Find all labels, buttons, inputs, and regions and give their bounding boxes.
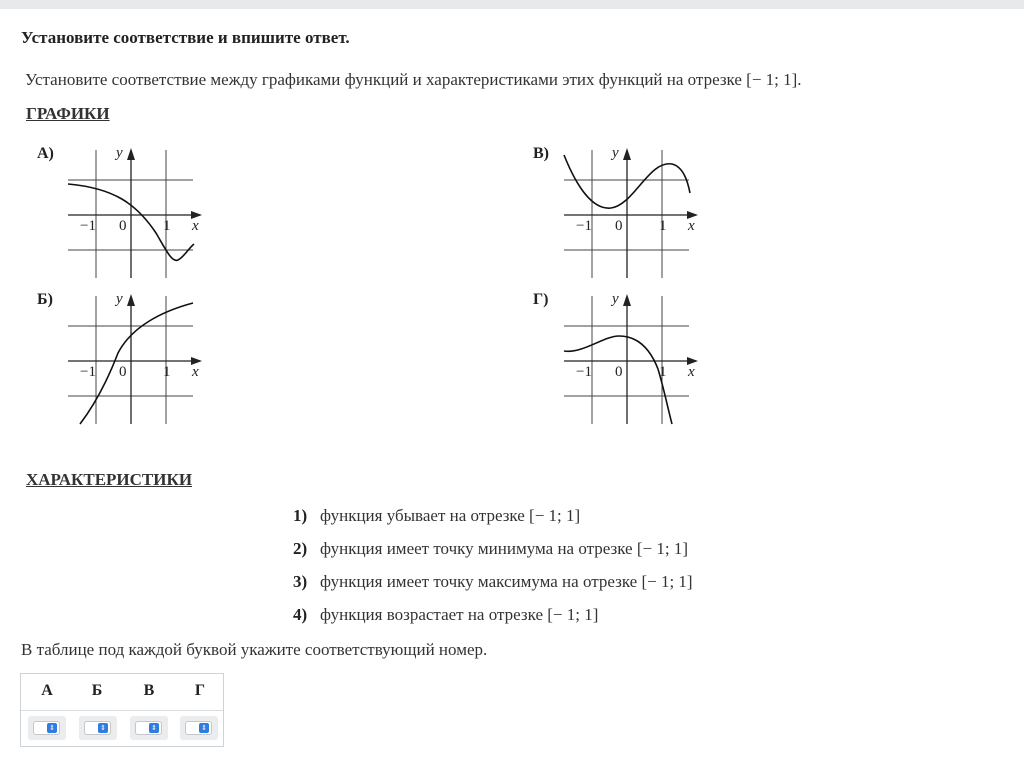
- instruction-text: В таблице под каждой буквой укажите соответствующий номер.: [21, 640, 488, 659]
- graph-v: [564, 145, 704, 280]
- select-arrows-icon: ⇕: [199, 723, 209, 733]
- graph-label-v: В): [533, 145, 549, 162]
- graph-label-b: Б): [37, 291, 53, 308]
- x-axis-label: x: [192, 364, 199, 380]
- tick-zero: 0: [119, 364, 127, 380]
- tick-zero: 0: [119, 218, 127, 234]
- characteristics-heading: ХАРАКТЕРИСТИКИ: [26, 470, 193, 489]
- tick-minus-one: −1: [576, 364, 592, 380]
- characteristic-number: 2): [293, 539, 308, 558]
- axes: [68, 148, 202, 278]
- characteristic-item: [293, 506, 580, 526]
- tick-one: 1: [659, 218, 667, 234]
- column-header-b: Б: [91, 682, 103, 699]
- characteristic-item: [293, 539, 688, 559]
- characteristic-number: 4): [293, 605, 308, 624]
- y-axis-label: y: [116, 291, 123, 307]
- characteristic-number: 3): [293, 572, 308, 591]
- top-bar: [0, 0, 1024, 9]
- answer-select-b[interactable]: [84, 721, 111, 735]
- graphs-heading: ГРАФИКИ: [26, 104, 110, 123]
- function-curve: [564, 336, 672, 424]
- characteristic-number: 1): [293, 506, 308, 525]
- answer-table: [20, 673, 224, 747]
- answer-select-a[interactable]: [33, 721, 60, 735]
- axes: [68, 294, 202, 424]
- tick-zero: 0: [615, 218, 623, 234]
- tick-minus-one: −1: [576, 218, 592, 234]
- x-axis-label: x: [192, 218, 199, 234]
- characteristic-item: [293, 572, 693, 592]
- tick-one: 1: [163, 364, 171, 380]
- characteristic-item: [293, 605, 598, 625]
- answer-table-header: [21, 674, 223, 711]
- column-header-g: Г: [194, 682, 206, 699]
- y-axis-label: y: [612, 291, 619, 307]
- tick-one: 1: [163, 218, 171, 234]
- column-header-a: А: [41, 682, 53, 699]
- y-axis-label: y: [612, 145, 619, 161]
- answer-cell-g: [180, 716, 218, 740]
- x-axis-label: x: [688, 218, 695, 234]
- axes: [564, 294, 698, 424]
- function-curve: [80, 303, 193, 424]
- tick-minus-one: −1: [80, 364, 96, 380]
- task-text: Установите соответствие между графиками функций и характеристиками этих функций на отрезке [− 1; 1].: [25, 70, 802, 89]
- characteristic-text: функция имеет точку максимума на отрезке [− 1; 1]: [320, 572, 693, 591]
- answer-cell-b: [79, 716, 117, 740]
- answer-select-v[interactable]: [135, 721, 162, 735]
- graph-label-a: А): [37, 145, 54, 162]
- answer-cell-a: [28, 716, 66, 740]
- characteristic-text: функция убывает на отрезке [− 1; 1]: [320, 506, 581, 525]
- characteristic-text: функция имеет точку минимума на отрезке [− 1; 1]: [320, 539, 688, 558]
- y-axis-label: y: [116, 145, 123, 161]
- tick-minus-one: −1: [80, 218, 96, 234]
- task-title: Установите соответствие и впишите ответ.: [21, 28, 350, 47]
- tick-zero: 0: [615, 364, 623, 380]
- graph-b: [68, 291, 208, 426]
- select-arrows-icon: ⇕: [98, 723, 108, 733]
- characteristic-text: функция возрастает на отрезке [− 1; 1]: [320, 605, 599, 624]
- column-header-v: В: [143, 682, 155, 699]
- graph-g: [564, 291, 704, 426]
- answer-select-g[interactable]: [185, 721, 212, 735]
- select-arrows-icon: ⇕: [149, 723, 159, 733]
- select-arrows-icon: ⇕: [47, 723, 57, 733]
- graph-a: [68, 145, 208, 280]
- x-axis-label: x: [688, 364, 695, 380]
- answer-cell-v: [130, 716, 168, 740]
- graph-label-g: Г): [533, 291, 549, 308]
- tick-one: 1: [659, 364, 667, 380]
